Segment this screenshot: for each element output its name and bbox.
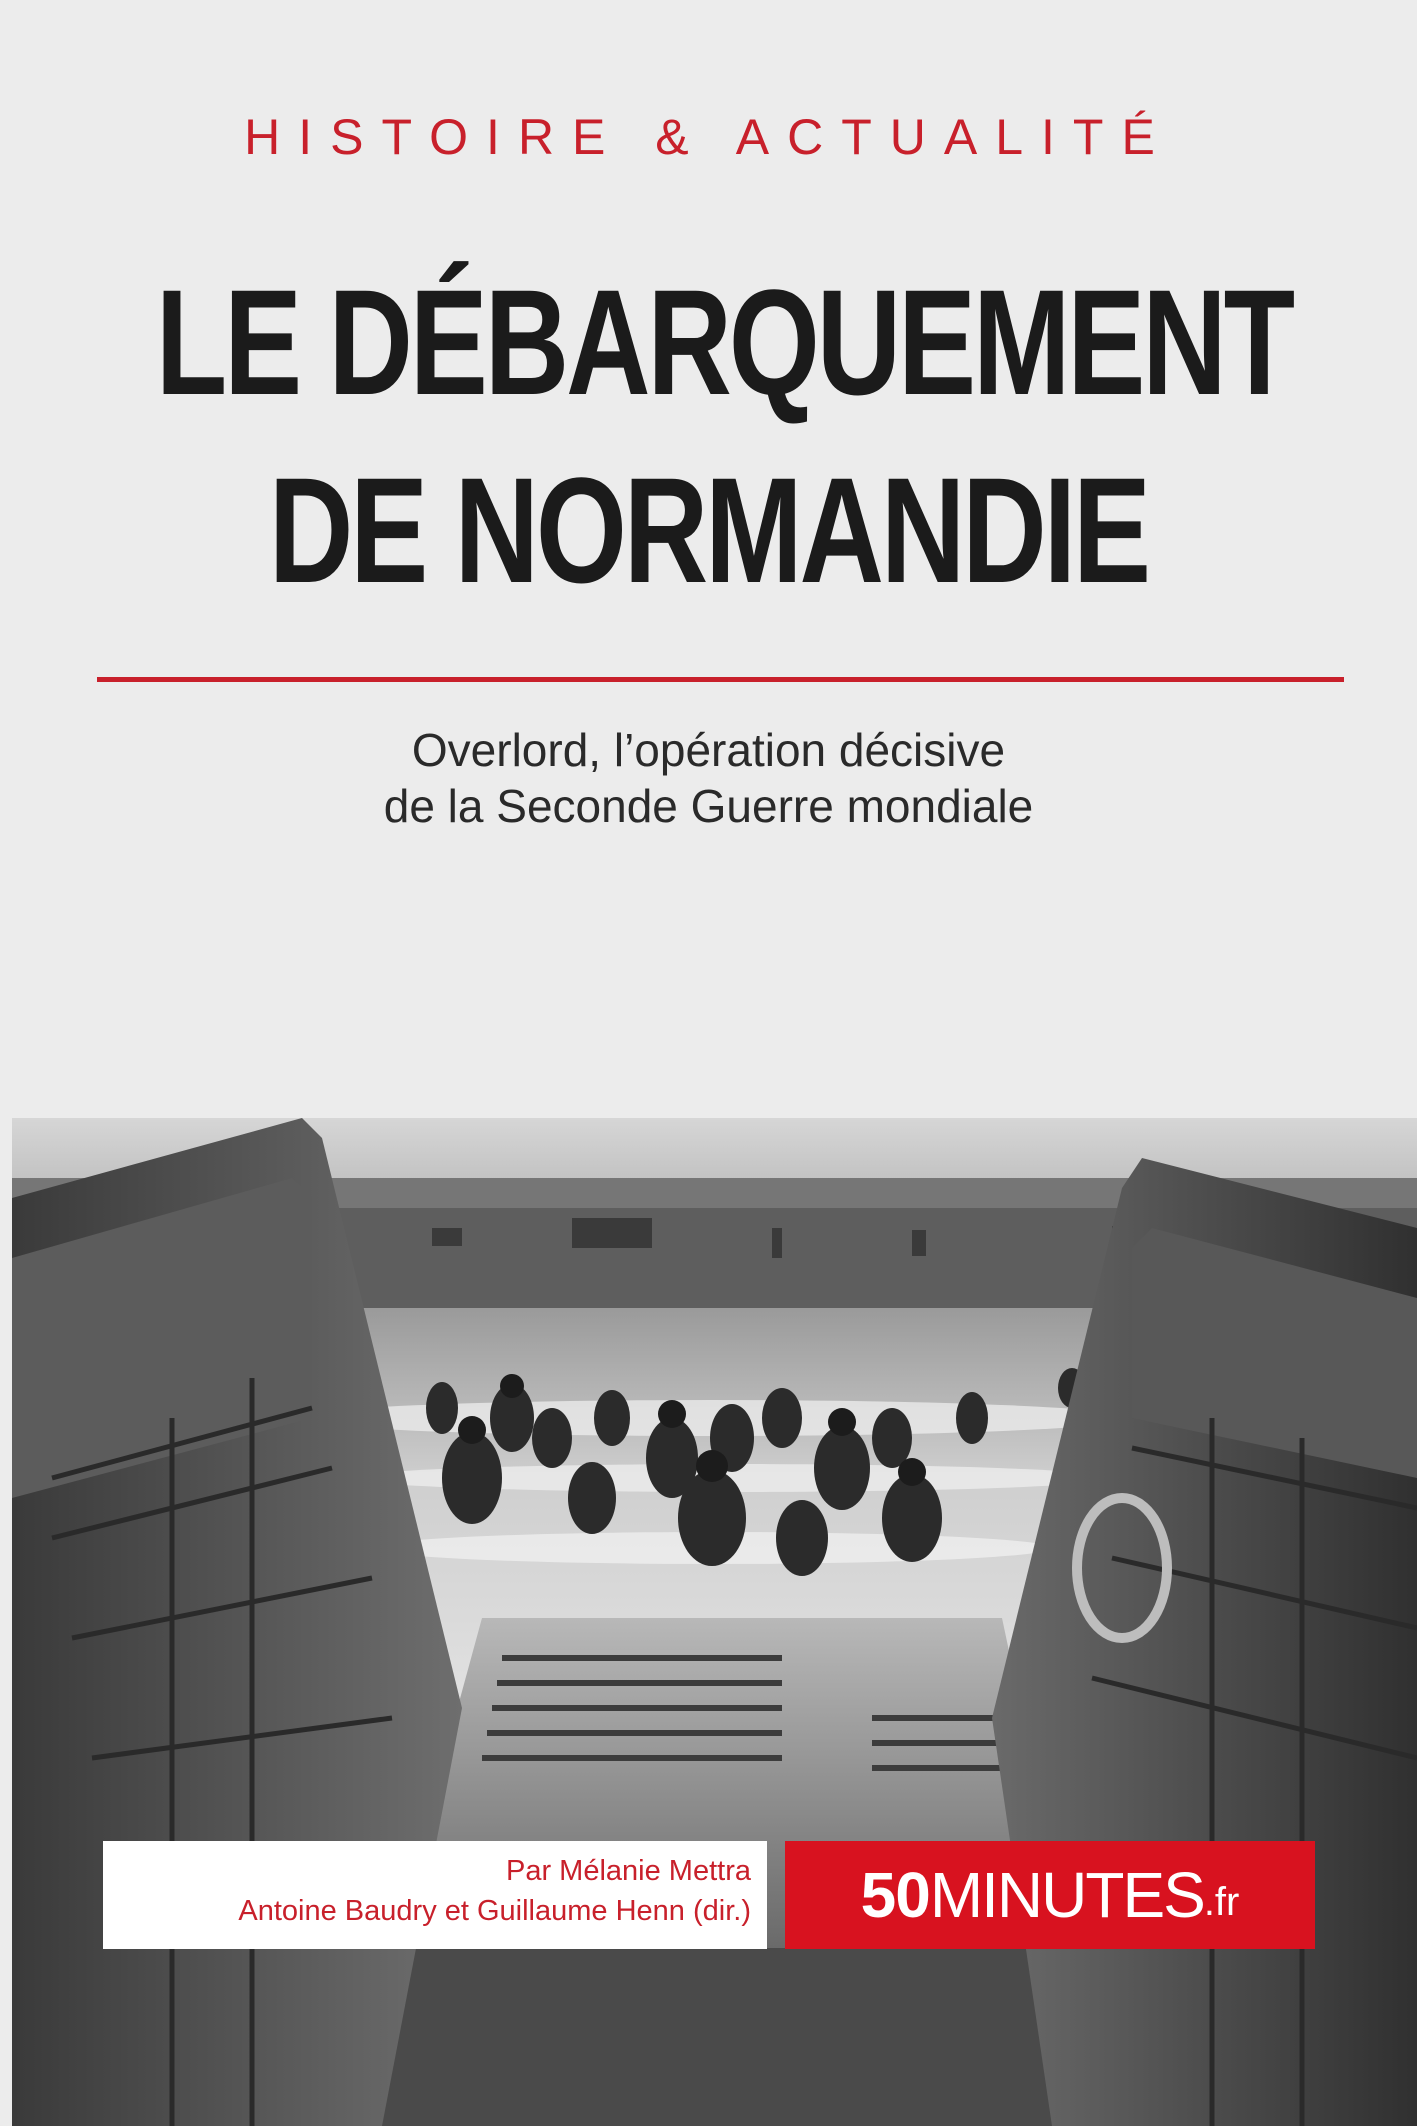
publisher-logo-number: 50 <box>860 1859 930 1931</box>
authors-line-1: Par Mélanie Mettra <box>506 1855 751 1887</box>
book-subtitle-line-1: Overlord, l’opération décisive <box>411 724 1006 776</box>
book-subtitle <box>0 722 1417 834</box>
title-divider <box>97 677 1344 682</box>
publisher-logo-tld: .fr <box>1203 1879 1240 1924</box>
series-label: HISTOIRE & ACTUALITÉ <box>244 109 1173 165</box>
book-title-line-2: DE NORMANDIE <box>268 446 1148 614</box>
cover-photo-landing-craft <box>12 1118 1417 2126</box>
publisher-logo <box>785 1841 1315 1949</box>
book-title-line-1: LE DÉBARQUEMENT <box>155 258 1292 426</box>
publisher-logo-word: MINUTES <box>929 1859 1204 1931</box>
book-subtitle-line-2: de la Seconde Guerre mondiale <box>383 780 1034 832</box>
authors-line-2: Antoine Baudry et Guillaume Henn (dir.) <box>238 1895 751 1927</box>
book-title <box>155 248 1292 624</box>
authors-box <box>103 1841 767 1949</box>
